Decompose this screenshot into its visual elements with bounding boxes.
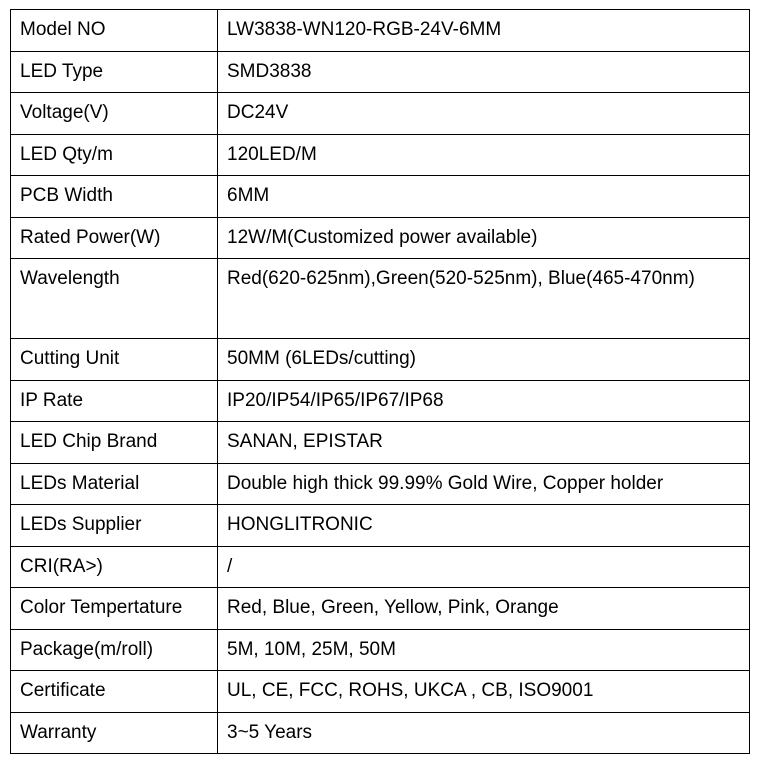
table-row <box>11 629 750 671</box>
row-value: 12W/M(Customized power available) <box>218 217 750 259</box>
row-value: / <box>218 546 750 588</box>
table-row <box>11 10 750 52</box>
row-value: 6MM <box>218 176 750 218</box>
row-label: LEDs Material <box>11 463 218 505</box>
row-value: Red(620-625nm),Green(520-525nm), Blue(465-470nm) <box>218 259 750 339</box>
row-value: UL, CE, FCC, ROHS, UKCA , CB, ISO9001 <box>218 671 750 713</box>
table-row <box>11 505 750 547</box>
row-value: Red, Blue, Green, Yellow, Pink, Orange <box>218 588 750 630</box>
row-value: 120LED/M <box>218 134 750 176</box>
row-label: LED Type <box>11 51 218 93</box>
row-label: PCB Width <box>11 176 218 218</box>
table-row <box>11 134 750 176</box>
row-value: SANAN, EPISTAR <box>218 422 750 464</box>
row-value: 50MM (6LEDs/cutting) <box>218 339 750 381</box>
table-row <box>11 380 750 422</box>
row-value: DC24V <box>218 93 750 135</box>
row-label: LED Chip Brand <box>11 422 218 464</box>
row-label: Warranty <box>11 712 218 754</box>
table-row <box>11 463 750 505</box>
row-label: Model NO <box>11 10 218 52</box>
row-value: SMD3838 <box>218 51 750 93</box>
row-value: IP20/IP54/IP65/IP67/IP68 <box>218 380 750 422</box>
row-label: Wavelength <box>11 259 218 339</box>
row-label: Color Tempertature <box>11 588 218 630</box>
row-label: CRI(RA>) <box>11 546 218 588</box>
table-row <box>11 712 750 754</box>
row-label: IP Rate <box>11 380 218 422</box>
row-label: Package(m/roll) <box>11 629 218 671</box>
row-label: Voltage(V) <box>11 93 218 135</box>
row-value: 3~5 Years <box>218 712 750 754</box>
row-value: HONGLITRONIC <box>218 505 750 547</box>
table-row <box>11 217 750 259</box>
table-row <box>11 546 750 588</box>
table-row <box>11 259 750 339</box>
table-row <box>11 588 750 630</box>
table-row <box>11 51 750 93</box>
row-label: Cutting Unit <box>11 339 218 381</box>
table-row <box>11 339 750 381</box>
spec-table <box>10 9 750 754</box>
row-value: Double high thick 99.99% Gold Wire, Copper holder <box>218 463 750 505</box>
row-label: Certificate <box>11 671 218 713</box>
row-value: LW3838-WN120-RGB-24V-6MM <box>218 10 750 52</box>
table-row <box>11 671 750 713</box>
row-label: Rated Power(W) <box>11 217 218 259</box>
row-label: LED Qty/m <box>11 134 218 176</box>
table-row <box>11 93 750 135</box>
row-label: LEDs Supplier <box>11 505 218 547</box>
table-row <box>11 422 750 464</box>
row-value: 5M, 10M, 25M, 50M <box>218 629 750 671</box>
table-row <box>11 176 750 218</box>
